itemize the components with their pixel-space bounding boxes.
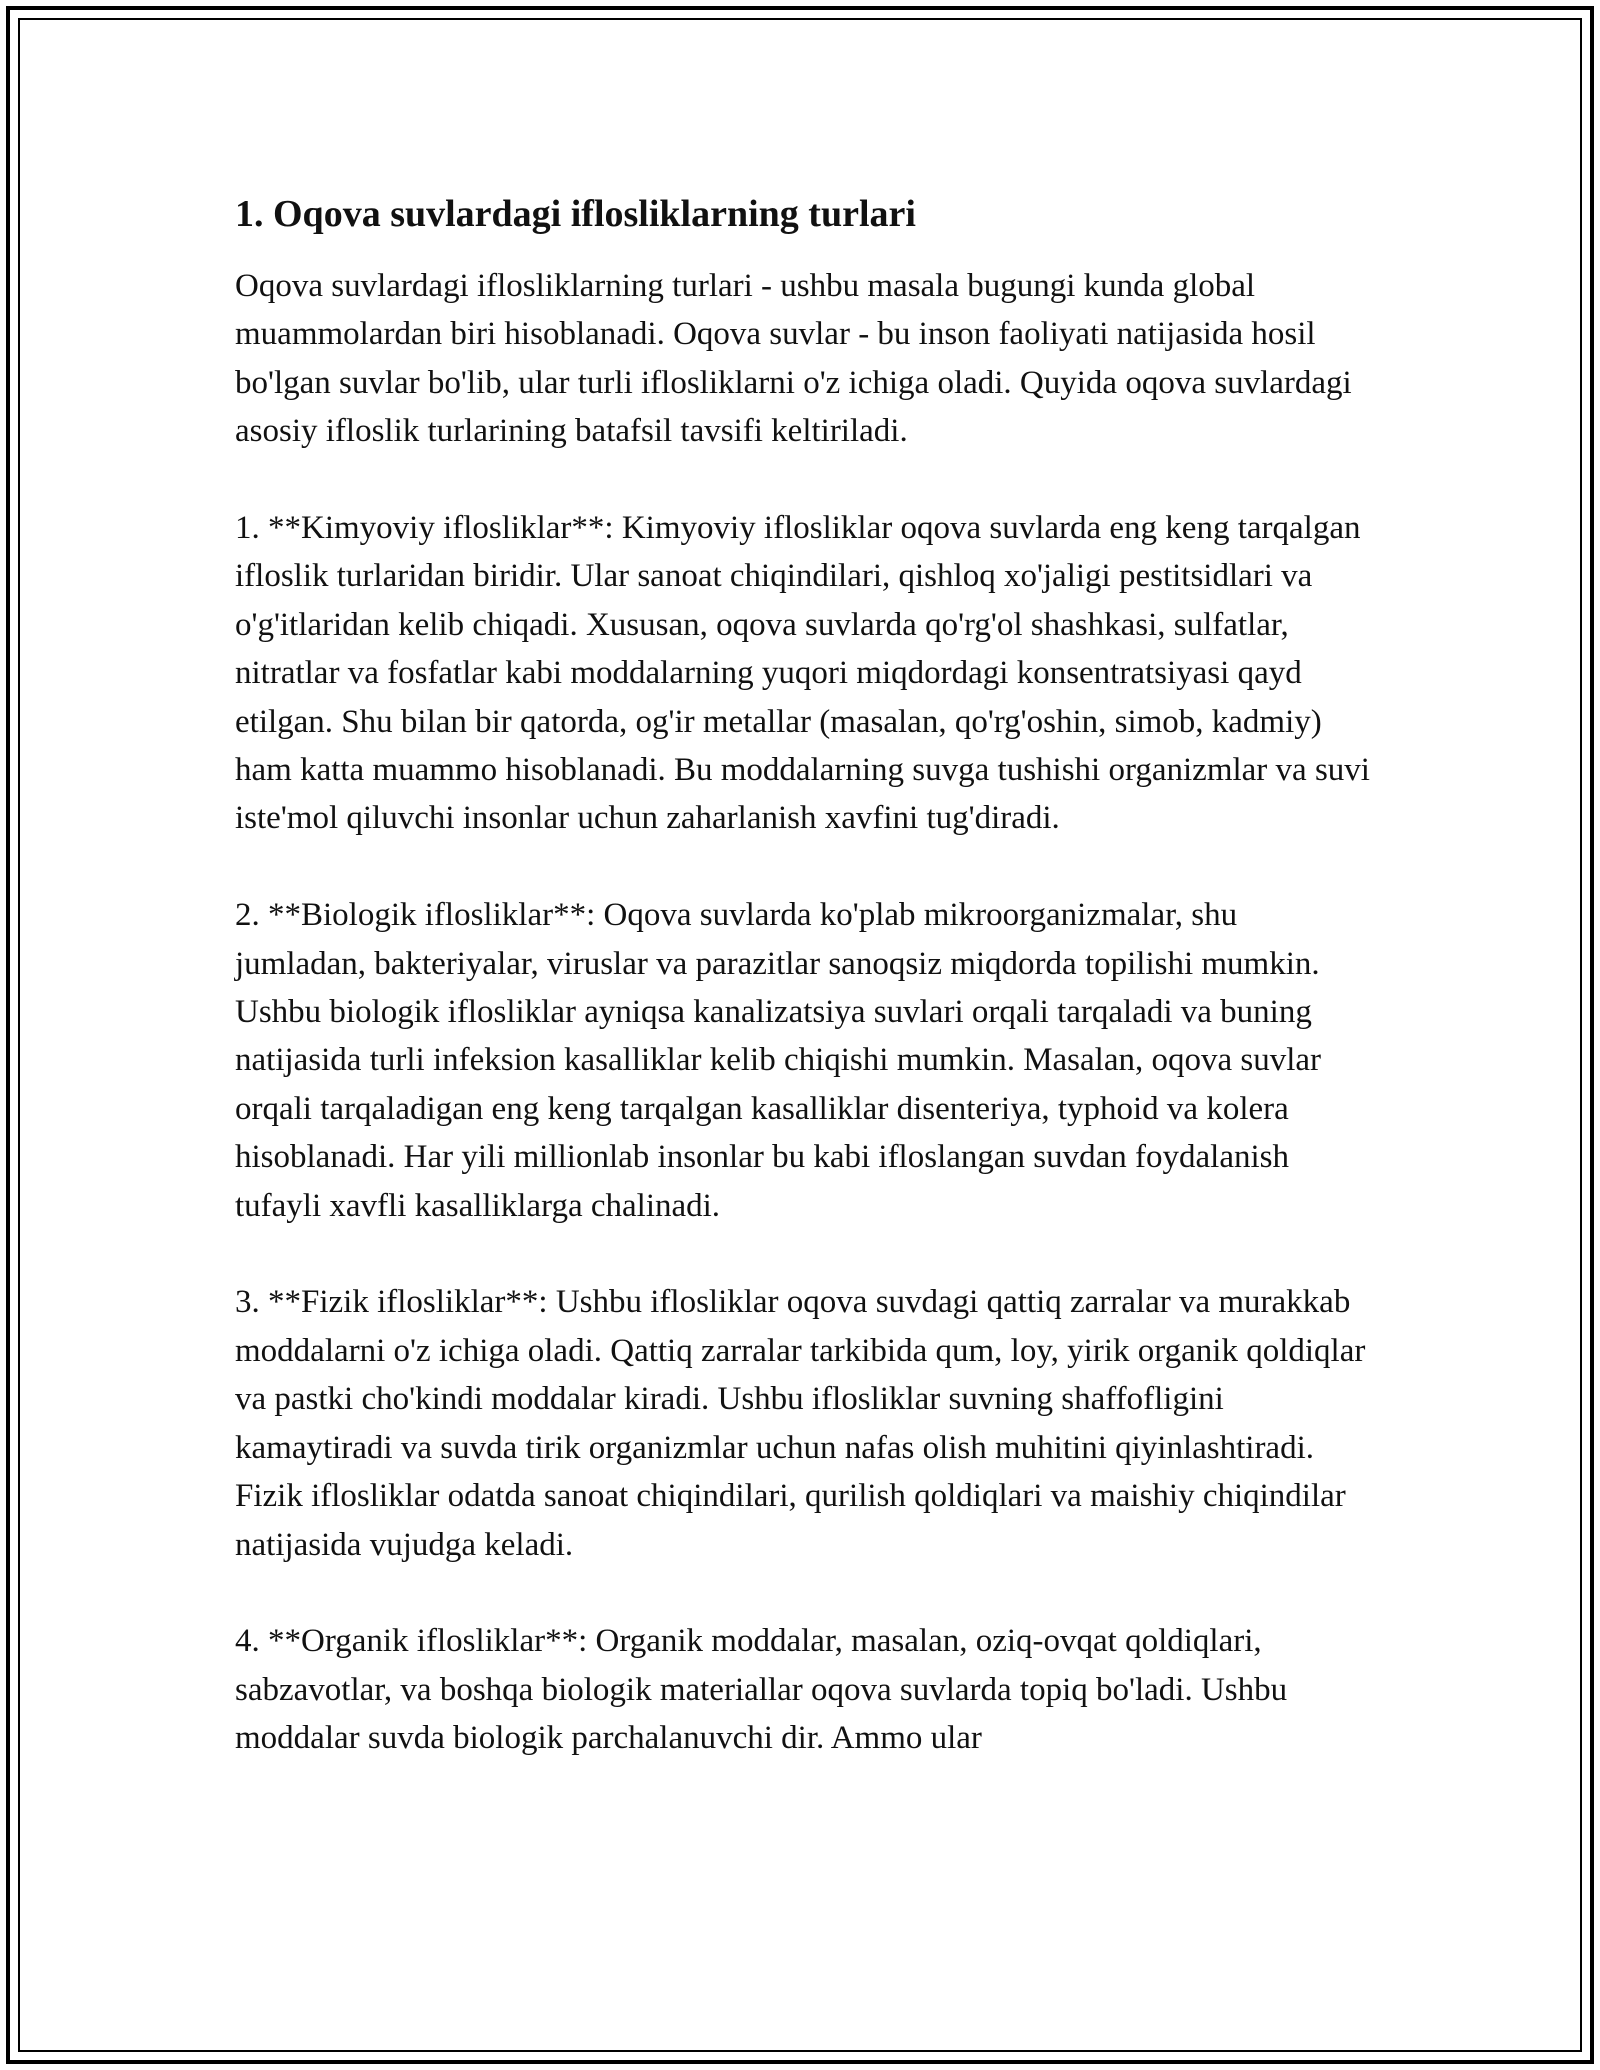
paragraph-organic-pollutants: 4. **Organik iflosliklar**: Organik moddalar, masalan, oziq-ovqat qoldiqlari, sabzavotlar, va boshqa biologik materiallar oqova suvlarda topiq bo'ladi. Ushbu moddalar suvda biologik parchalanuvchi dir. Ammo ular [235, 1623, 1288, 1757]
document-body [235, 190, 1370, 1811]
paragraph-biological-pollutants: 2. **Biologik iflosliklar**: Oqova suvlarda ko'plab mikroorganizmalar, shu jumladan, bakteriyalar, viruslar va parazitlar sanoqsiz miqdorda topilishi mumkin. Ushbu biologik iflosliklar ayniqsa kanalizatsiya suvlari orqali tarqaladi va buning natijasida turli infeksion kasalliklar kelib chiqishi mumkin. Masalan, oqova suvlar orqali tarqaladigan eng keng tarqalgan kasalliklar disenteriya, typhoid va kolera hisoblanadi. Har yili millionlab insonlar bu kabi ifloslangan suvdan foydalanish tufayli xavfli kasalliklarga chalinadi. [235, 897, 1322, 1224]
paragraph-intro: Oqova suvlardagi iflosliklarning turlari - ushbu masala bugungi kunda global muammolardan biri hisoblanadi. Oqova suvlar - bu inson faoliyati natijasida hosil bo'lgan suvlar bo'lib, ular turli iflosliklarni o'z ichiga oladi. Quyida oqova suvlardagi asosiy ifloslik turlarining batafsil tavsifi keltiriladi. [235, 268, 1352, 450]
paragraph-physical-pollutants: 3. **Fizik iflosliklar**: Ushbu iflosliklar oqova suvdagi qattiq zarralar va murakkab moddalarni o'z ichiga oladi. Qattiq zarralar tarkibida qum, loy, yirik organik qoldiqlar va pastki cho'kindi moddalar kiradi. Ushbu iflosliklar suvning shaffofligini kamaytiradi va suvda tirik organizmlar uchun nafas olish muhitini qiyinlashtiradi. Fizik iflosliklar odatda sanoat chiqindilari, qurilish qoldiqlari va maishiy chiqindilar natijasida vujudga keladi. [235, 1284, 1366, 1563]
paragraph-chemical-pollutants: 1. **Kimyoviy iflosliklar**: Kimyoviy iflosliklar oqova suvlarda eng keng tarqalgan ifloslik turlaridan biridir. Ular sanoat chiqindilari, qishloq xo'jaligi pestitsidlari va o'g'itlaridan kelib chiqadi. Xususan, oqova suvlarda qo'rg'ol shashkasi, sulfatlar, nitratlar va fosfatlar kabi moddalarning yuqori miqdordagi konsentratsiyasi qayd etilgan. Shu bilan bir qatorda, og'ir metallar (masalan, qo'rg'oshin, simob, kadmiy) ham katta muammo hisoblanadi. Bu moddalarning suvga tushishi organizmlar va suvi iste'mol qiluvchi insonlar uchun zaharlanish xavfini tug'diradi. [235, 510, 1370, 837]
document-title: 1. Oqova suvlardagi iflosliklarning turlari [235, 193, 916, 235]
